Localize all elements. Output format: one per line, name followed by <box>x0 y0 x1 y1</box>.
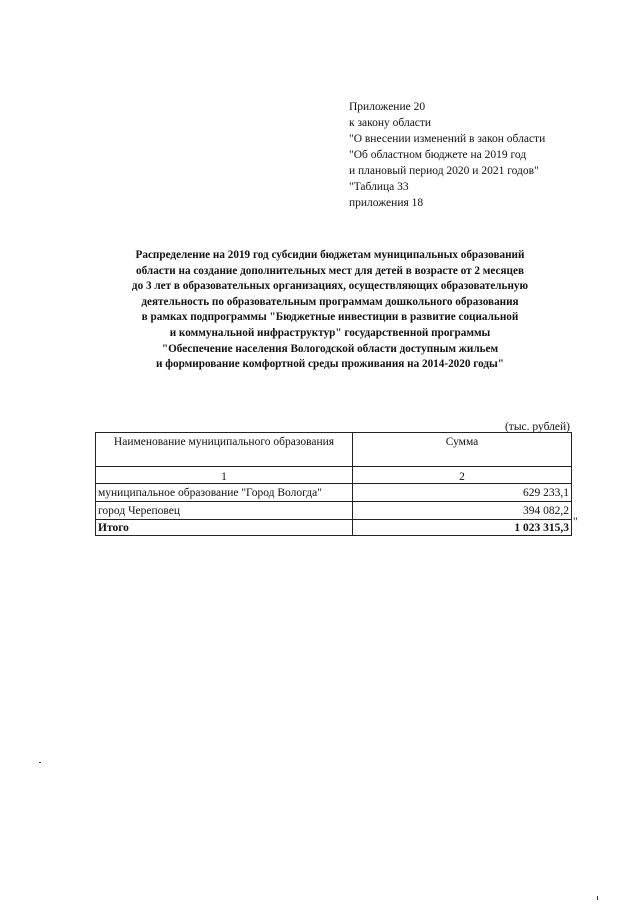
header-sum: Сумма <box>353 433 572 467</box>
column-number: 1 <box>96 467 353 484</box>
total-row <box>96 520 572 536</box>
total-label: Итого <box>96 520 353 536</box>
subsidy-sum: 629 233,1 <box>353 484 572 502</box>
units-note: (тыс. рублей) <box>504 421 570 433</box>
title-line: в рамках подпрограммы "Бюджетные инвестиции в развитие социальной <box>141 311 519 324</box>
appendix-line: "О внесении изменений в закон области <box>349 133 546 145</box>
subsidy-table <box>95 432 572 536</box>
total-sum: 1 023 315,3 <box>353 520 572 536</box>
appendix-reference <box>349 99 609 211</box>
title-line: до 3 лет в образовательных организациях, осуществляющих образовательную <box>131 280 529 293</box>
subsidy-sum: 394 082,2 <box>353 502 572 520</box>
appendix-line: Приложение 20 <box>349 101 426 113</box>
scan-speck <box>39 762 41 763</box>
title-line: и формирование комфортной среды проживания на 2014-2020 годы" <box>156 358 504 371</box>
title-line: области на создание дополнительных мест для детей в возрасте от 2 месяцев <box>136 264 524 277</box>
title-line: и коммунальной инфраструктур" государственной программы <box>169 326 491 339</box>
column-number: 2 <box>353 467 572 484</box>
title-line: деятельность по образовательным программам дошкольного образования <box>141 295 519 308</box>
table-row <box>96 502 572 520</box>
scan-speck <box>597 896 598 900</box>
appendix-line: "Об областном бюджете на 2019 год <box>349 149 527 161</box>
table-header-row <box>96 433 572 467</box>
appendix-line: "Таблица 33 <box>349 181 409 193</box>
appendix-line: и плановый период 2020 и 2021 годов" <box>349 165 539 177</box>
municipality-name: муниципальное образование "Город Вологда" <box>96 484 353 502</box>
header-municipality: Наименование муниципального образования <box>96 433 353 467</box>
title-line: "Обеспечение населения Вологодской области доступным жильем <box>161 342 499 355</box>
title-line: Распределение на 2019 год субсидии бюджетам муниципальных образований <box>135 249 525 261</box>
appendix-line: приложения 18 <box>349 197 424 209</box>
column-number-row <box>96 467 572 484</box>
table-row <box>96 484 572 502</box>
document-title <box>80 248 580 373</box>
closing-quote: " <box>573 516 578 528</box>
municipality-name: город Череповец <box>96 502 353 520</box>
appendix-line: к закону области <box>349 117 432 129</box>
